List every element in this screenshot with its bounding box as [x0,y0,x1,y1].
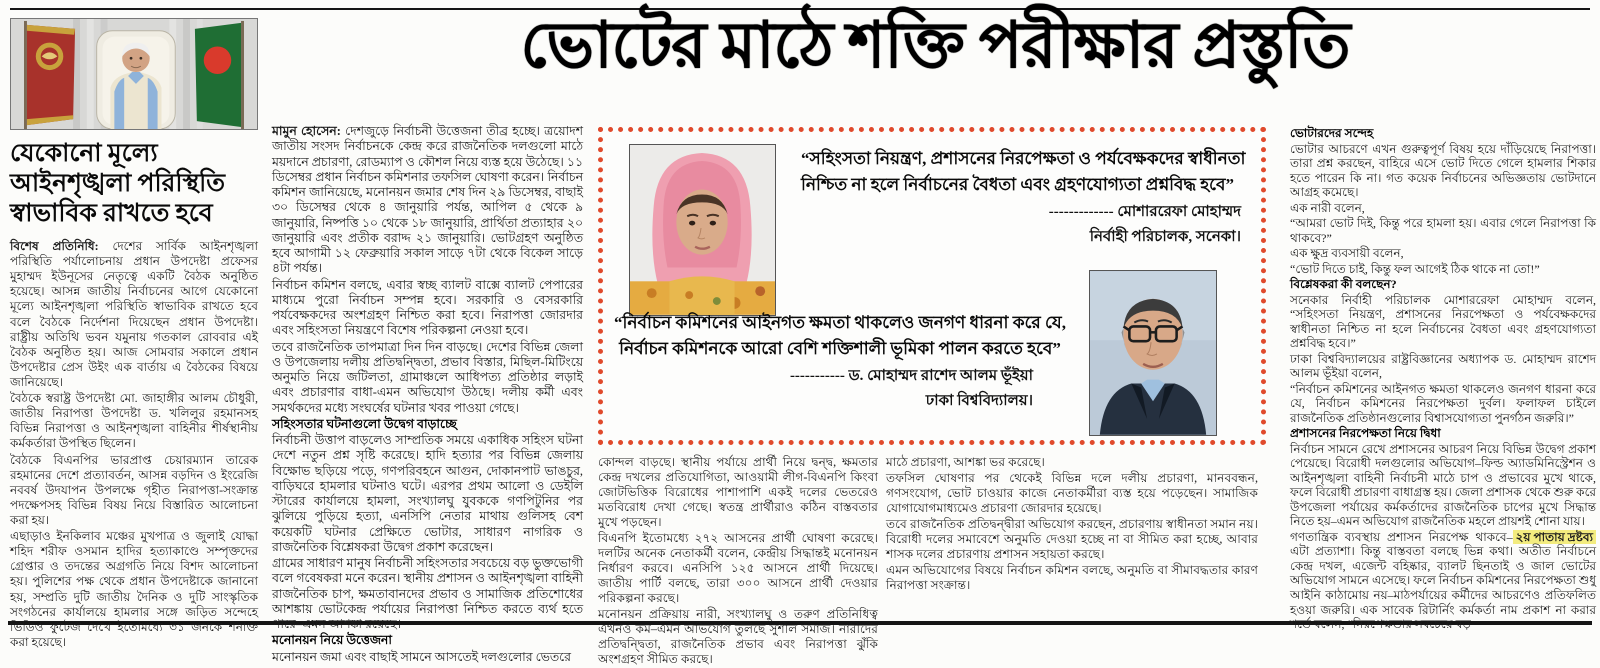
body-paragraph: মাঠে প্রচারণা, আশঙ্কা ভর করেছে। [886,455,1045,469]
body-paragraph: বিএনপি ইতোমধ্যে ২৭২ আসনের প্রার্থী ঘোষণা করেছে। দলটির অনেক নেতাকর্মী বলেন, কেন্দ্রীয় সিদ্ধান্তই মনোনয়ন নির্ধারণ করবে। এনসিপি ১২৫ আসনে প্রার্থী দিয়েছে। জাতীয় পার্টি বলছে, তারা ৩০০ আসনে প্রার্থী দেওয়ার পরিকল্পনা করছে। [598,531,878,605]
body-paragraph: কোন্দল বাড়ছে। স্থানীয় পর্যায়ে প্রার্থী নিয়ে দ্বন্দ্ব, ক্ষমতার কেন্দ্র দখলের প্রতিযোগিতা, আওয়ামী লীগ-বিএনপি কিংবা জোটভিত্তিক বিরোধের পাশাপাশি একই দলের ভেতরেও মতবিরোধ দেখা গেছে। স্বতন্ত্র প্রার্থীরাও কঠিন বাস্তবতার মুখে পড়ছেন। [598,455,878,529]
bangladesh-flag [195,21,244,129]
body-paragraph-text: গণতান্ত্রিক ব্যবস্থায় প্রশাসন নিরপেক্ষ থাকবে–এটা প্রত্যাশা। কিন্তু বাস্তবতা বলছে ভিন্ন কথা। অতীত নির্বাচনে কেন্দ্র দখল, এজেন্ট বহিষ্কার, ব্যালট ছিনতাই ও জাল ভোটের অভিযোগ সামনে এসেছে। ফলে নির্বাচন কমিশনের নিরপেক্ষতা শুধু আইনি কাঠামোয় নয়–মাঠপর্যায়ের কর্মীদের আচরণেও প্রতিফলিত হওয়া জরুরি। এক সাবেক রিটার্নিং কর্মকর্তা নাম প্রকাশ না করার শর্তে বলেন, “নিরপেক্ষতার সবচেয়ে বড় [1290,529,1596,632]
lead-paragraph [10,239,258,390]
lead-headline: যেকোনো মূল্যে আইনশৃঙ্খলা পরিস্থিতি স্বাভাবিক রাখতে হবে [10,140,226,227]
body-paragraph: নির্বাচন সামনে রেখে প্রশাসনের আচরণ নিয়ে বিভিন্ন উদ্বেগ প্রকাশ পেয়েছে। বিরোধী দলগুলোর অভিযোগ–ফিল্ড অ্যাডমিনিস্ট্রেশন ও আইনশৃঙ্খলা বাহিনী নির্বাচনী মাঠে চাপ ও প্রভাবের মুখে থাকে, ফলে বিরোধী প্রচারণা বাধাগ্রস্ত হয়। জেলা প্রশাসক থেকে শুরু করে উপজেলা পর্যায়ের কর্মকর্তাদের রাজনৈতিক চাপের মুখে সিদ্ধান্ত নিতে হয়–এমন অভিযোগ রাজনৈতিক মহলে প্রায়শই শোনা যায়। [1290,441,1596,529]
subhead-violence: সহিংসতার ঘটনাগুলো উদ্বেগ বাড়াচ্ছে [272,416,457,431]
body-paragraph: এক ক্ষুদ্র ব্যবসায়ী বলেন, [1290,246,1404,261]
subhead-nomination: মনোনয়ন নিয়ে উত্তেজনা [272,633,392,648]
subhead-administration: প্রশাসনের নিরপেক্ষতা নিয়ে দ্বিধা [1290,426,1441,441]
body-paragraph: ভোটার আচরণে এখন গুরুত্বপূর্ণ বিষয় হয়ে দাঁড়িয়েছে নিরাপত্তা। তারা প্রশ্ন করছেন, বাহিরে এসে ভোট দিতে গেলে হামলার শিকার হতে পারেন কি না। গত কয়েক নির্বাচনের অভিজ্ঞতায় ভোটদানে আগ্রহ কমেছে। [1290,141,1596,200]
quote-2-attribution: ----------- ড. মোহাম্মদ রাশেদ আলম ভূঁইয়া [789,368,1033,384]
body-paragraph: এমন অভিযোগের বিষয়ে নির্বাচন কমিশন বলছে, অনুমতি বা সীমাবদ্ধতার কারণ নিরাপত্তা সংক্রান্ত। [886,563,1258,592]
body-paragraph: নির্বাচন কমিশন বলছে, এবার স্বচ্ছ ব্যালট বাক্সে ব্যালট পেপারের মাধ্যমে পুরো নির্বাচন সম্পন্ন হবে। সরকারি ও বেসরকারি পর্যবেক্ষকদের অংশগ্রহণ নিশ্চিত করা হবে। নিরাপত্তা জোরদার এবং সহিংসতা নিয়ন্ত্রণে বিশেষ পরিকল্পনা নেওয়া হবে। [272,277,583,338]
lead-paragraph-text: দেশের সার্বিক আইনশৃঙ্খলা পরিস্থিতি পর্যালোচনায় প্রধান উপদেষ্টা প্রফেসর মুহাম্মদ ইউনূসের নেতৃত্বে একটি বৈঠক অনুষ্ঠিত হয়েছে। আসন্ন জাতীয় নির্বাচনের আগে যেকোনো মূল্যে আইনশৃঙ্খলা পরিস্থিতি স্বাভাবিক রাখতে হবে বলে বৈঠকে নির্দেশনা দিয়েছেন প্রধান উপদেষ্টা। রাষ্ট্রীয় অতিথি ভবন যমুনায় গতকাল রোববার এই বৈঠক অনুষ্ঠিত হয়। আজ সোমবার সকালে প্রধান উপদেষ্টার প্রেস উইং এক বার্তায় এ বৈঠকের বিষয়ে জানিয়েছে। [10,239,258,389]
woman-headshot-photo [629,144,776,316]
body-paragraph: তফসিল ঘোষণার পর থেকেই বিভিন্ন দলে দলীয় প্রচারণা, মানববন্ধন, গণসংযোগ, ভোট চাওয়ার কাজে নেতাকর্মীরা ব্যস্ত হয়ে পড়েছেন। সামাজিক যোগাযোগমাধ্যমেও প্রচারণা জোরদার হয়েছে। [886,471,1258,515]
body-paragraph: তবে রাজনৈতিক তাপমাত্রা দিন দিন বাড়ছে। দেশের বিভিন্ন জেলা ও উপজেলায় দলীয় প্রতিদ্বন্দ্বিতা, প্রভাব বিস্তার, মিছিল-মিটিংয়ে অনুমতি নিয়ে জটিলতা, গ্রামাঞ্চলে আধিপত্য প্রতিষ্ঠার লড়াই এবং প্রচারণার বাধা-এমন অভিযোগ উঠছে। দলীয় কর্মী এবং সমর্থকদের মধ্যে সংঘর্ষের ঘটনার খবর পাওয়া গেছে। [272,339,583,415]
body-paragraph: “নির্বাচন কমিশনের আইনগত ক্ষমতা থাকলেও জনগণ ধারনা করে যে, নির্বাচন কমিশনের নিরপেক্ষতা দুর্বল। ফলাফল চাইলে রাজনৈতিক প্রতিষ্ঠানগুলোর বিশ্বাসযোগ্যতা পুনর্গঠন জরুরি।” [1290,381,1596,425]
lead-paragraph: এছাড়াও ইনকিলাব মঞ্চের মুখপাত্র ও জুলাই যোদ্ধা শহিদ শরীফ ওসমান হাদির হত্যাকাণ্ডে সম্পৃক্তদের গ্রেপ্তার ও তদন্তের অগ্রগতি নিয়ে বিশদ আলোচনা হয়। পুলিশের পক্ষ থেকে প্রধান উপদেষ্টাকে জানানো হয়, সম্প্রতি দুটি জাতীয় দৈনিক ও দুটি সাংস্কৃতিক সংগঠনের কার্যালয়ে হামলার সঙ্গে জড়িত সন্দেহে ভিডিও ফুটেজ দেখে ইতোমধ্যে ৩১ জনকে শনাক্ত করা হয়েছে। [10,529,258,649]
main-story-column-3 [886,455,1258,594]
byline: মামুন হোসেন: [272,124,341,138]
lead-story-column [10,18,258,651]
body-paragraph: এক নারী বলেন, [1290,200,1365,215]
body-paragraph: মনোনয়ন জমা এবং বাছাই সামনে আসতেই দলগুলোর ভেতরে [272,649,571,664]
body-paragraph [272,124,583,277]
body-paragraph: ঢাকা বিশ্ববিদ্যালয়ের রাষ্ট্রবিজ্ঞানের অধ্যাপক ড. মোহাম্মদ রাশেদ আলম ভূঁইয়া বলেন, [1290,351,1596,381]
subhead-voter-doubt: ভোটারদের সন্দেহ [1290,126,1374,140]
lead-paragraph: বৈঠকে বিএনপির ভারপ্রাপ্ত চেয়ারম্যান তারেক রহমানের দেশে প্রত্যাবর্তন, আসন্ন বড়দিন ও ইংরেজি নববর্ষ উদযাপন উপলক্ষে গৃহীত নিরাপত্তা-সংক্রান্ত পদক্ষেপসহ বিভিন্ন বিষয় নিয়ে বিস্তারিত আলোচনা করা হয়। [10,452,258,527]
main-headline: ভোটের মাঠে শক্তি পরীক্ষার প্রস্তুতি [520,10,1350,81]
body-paragraph: “ভোট দিতে চাই, কিন্তু ফল আগেই ঠিক থাকে না তো!” [1290,261,1540,276]
body-paragraph: নির্বাচনী উত্তাপ বাড়লেও সাম্প্রতিক সময়ে একাধিক সহিংস ঘটনা দেশে নতুন প্রশ্ন সৃষ্টি করেছে। হাদি হত্যার পর বিভিন্ন জেলায় বিক্ষোভ ছড়িয়ে পড়ে, গণপরিবহনে আগুন, দোকানপাট ভাঙচুর, বাড়িঘরে হামলার ঘটনাও ঘটে। এরপর প্রথম আলো ও ডেইলি স্টারের কার্যালয়ে হামলা, সংখ্যালঘু যুবককে গণপিটুনির পর ঝুলিয়ে পুড়িয়ে হত্যা, এনসিপি নেতার মাথায় গুলিসহ বেশ কয়েকটি ঘটনার প্রেক্ষিতে ভোটার, সাধারণ নাগরিক ও রাজনৈতিক বিশ্লেষকরা উদ্বেগ প্রকাশ করেছেন। [272,433,583,554]
quote-1 [801,146,1249,250]
body-paragraph: তবে রাজনৈতিক প্রতিদ্বন্দ্বীরা অভিযোগ করছেন, প্রচারণায় স্বাধীনতা সমান নয়। বিরোধী দলের সমাবেশে অনুমতি দেওয়া হচ্ছে না বা সীমিত করা হচ্ছে, আবার শাসক দলের প্রচারণায় প্রশাসন সহায়তা করছে। [886,517,1258,561]
chief-adviser-flag [24,21,75,129]
lead-intro-label: বিশেষ প্রতিনিধি: [10,239,99,253]
quote-box [598,127,1266,445]
body-paragraph: মনোনয়ন প্রক্রিয়ায় নারী, সংখ্যালঘু ও তরুণ প্রতিনিধিত্ব এখনও কম–এমন অভিযোগ তুলছে সুশীল সমাজ। নারীদের প্রতিদ্বন্দ্বিতা, রাজনৈতিক প্রভাব এবং নিরাপত্তা ঝুঁকি অংশগ্রহণ সীমিত করছে। [598,607,878,666]
main-story-column-2 [598,455,878,668]
quote-2-org: ঢাকা বিশ্ববিদ্যালয়। [925,393,1033,409]
continued-on-page-2-note: ২য় পাতায় দ্রষ্টব্য [1513,530,1596,545]
quote-1-attribution: ------------- মোশাররেফা মোহাম্মদ [1048,204,1241,220]
body-paragraph: গ্রামের সাধারণ মানুষ নির্বাচনী সহিংসতার সবচেয়ে বড় ভুক্তভোগী বলে গবেষকরা মনে করেন। স্থানীয় প্রশাসন ও আইনশৃঙ্খলা বাহিনী রাজনৈতিক চাপ, ক্ষমতাবানদের প্রভাব ও সামাজিক প্রতিশোধের আশঙ্কায় ভোটকেন্দ্র পর্যায়ের নিরাপত্তা নিশ্চিত করতে ব্যর্থ হতে পারে–এমন আশঙ্কা রয়েছে। [272,556,583,631]
chief-adviser-meeting-photo [10,18,258,130]
body-paragraph: “আমরা ভোট দিই, কিন্তু পরে হামলা হয়। এবার গেলে নিরাপত্তা কি থাকবে?” [1290,216,1596,245]
subhead-analysts: বিশ্লেষকরা কী বলছেন? [1290,277,1397,292]
body-paragraph: সনেকার নির্বাহী পরিচালক মোশাররেফা মোহাম্মদ বলেন, “সহিংসতা নিয়ন্ত্রণ, প্রশাসনের নিরপেক্ষতা ও পর্যবেক্ষকদের স্বাধীনতা নিশ্চিত না হলে নির্বাচনের বৈধতা এবং গ্রহণযোগ্যতা প্রশ্নবিদ্ধ হবে।” [1290,292,1596,351]
quote-1-text: “সহিংসতা নিয়ন্ত্রণ, প্রশাসনের নিরপেক্ষতা ও পর্যবেক্ষকদের স্বাধীনতা নিশ্চিত না হলে নির্বাচনের বৈধতা এবং গ্রহণযোগ্যতা প্রশ্নবিদ্ধ হবে” [801,149,1246,194]
main-story-column-4 [1290,125,1596,633]
lead-paragraph: বৈঠকে স্বরাষ্ট্র উপদেষ্টা মো. জাহাঙ্গীর আলম চৌধুরী, জাতীয় নিরাপত্তা উপদেষ্টা ড. খলিলুর রহমানসহ বিভিন্ন নিরাপত্তা ও আইনশৃঙ্খলা বাহিনীর শীর্ষস্থানীয় কর্মকর্তারা উপস্থিত ছিলেন। [10,391,258,451]
main-story-column-1 [272,124,583,666]
body-paragraph-text: দেশজুড়ে নির্বাচনী উত্তেজনা তীব্র হচ্ছে। ত্রয়োদশ জাতীয় সংসদ নির্বাচনকে কেন্দ্র করে রাজনৈতিক দলগুলো মাঠে ময়দানে প্রচারণা, রোডম্যাপ ও কৌশল নিয়ে ব্যস্ত হয়ে উঠেছে। ১১ ডিসেম্বর প্রধান নির্বাচন কমিশনার তফসিল ঘোষণা করেন। নির্বাচন কমিশন জানিয়েছে, মনোনয়ন জমার শেষ দিন ২৯ ডিসেম্বর, বাছাই ৩০ ডিসেম্বর থেকে ৪ জানুয়ারি পর্যন্ত, আপিল ৫ থেকে ৯ জানুয়ারি, নিষ্পত্তি ১০ থেকে ১৮ জানুয়ারি, প্রার্থিতা প্রত্যাহার ২০ জানুয়ারি এবং প্রতীক বরাদ্দ ২১ জানুয়ারি। ভোটগ্রহণ অনুষ্ঠিত হবে আগামী ১২ ফেব্রুয়ারি সকাল সাড়ে ৭টা থেকে বিকেল সাড়ে ৪টা পর্যন্ত। [272,124,583,276]
quote-1-org: নির্বাহী পরিচালক, সনেকা। [1089,229,1241,245]
body-paragraph [1290,530,1596,632]
lead-body [10,239,258,650]
man-headshot-photo [1089,270,1217,436]
quote-2 [611,310,1069,414]
quote-2-text: “নির্বাচন কমিশনের আইনগত ক্ষমতা থাকলেও জনগণ ধারনা করে যে, নির্বাচন কমিশনকে আরো বেশি শক্তিশালী ভূমিকা পালন করতে হবে” [614,313,1066,358]
